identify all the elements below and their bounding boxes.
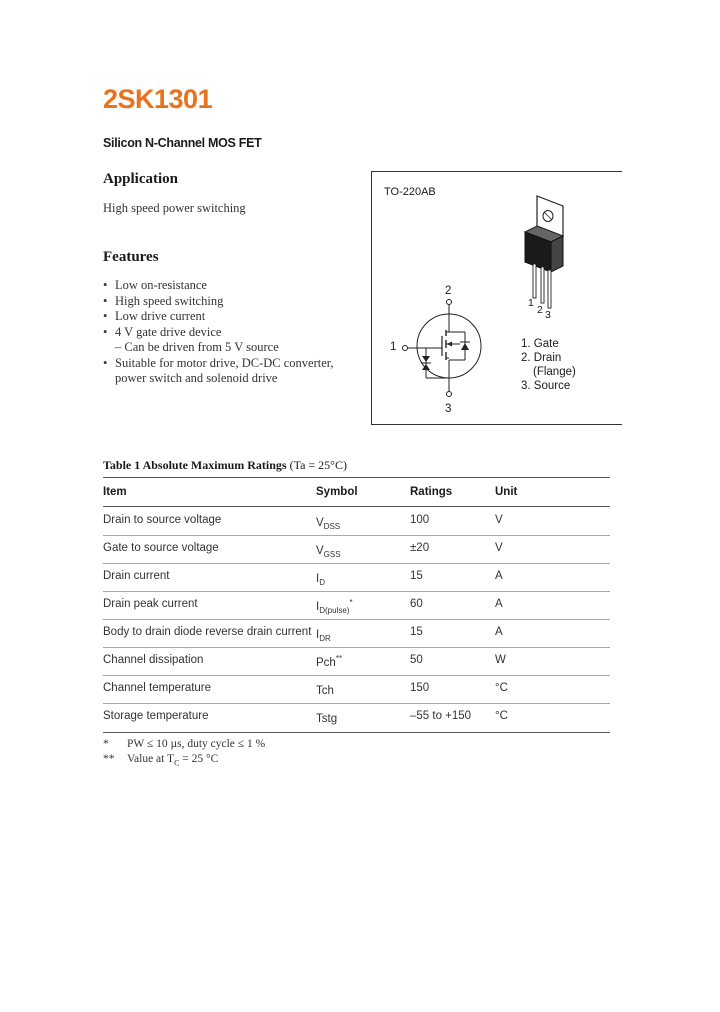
table-row-divider: [103, 563, 610, 564]
schematic-source-pin-number: 3: [445, 403, 452, 415]
mosfet-schematic-symbol: [398, 296, 488, 406]
application-heading: Application: [103, 171, 179, 187]
table-cell-unit: V: [495, 542, 503, 554]
pin-legend-drain: 2. Drain: [521, 352, 562, 364]
table-cell-symbol: $I_{D(pulse)}^*$: [316, 598, 353, 616]
table-cell-rating: 100: [410, 514, 430, 526]
list-item: • Low on-resistance: [103, 278, 207, 292]
table-title-main: Table 1 Absolute Maximum Ratings: [103, 458, 287, 472]
footnote-text: PW ≤ 10 µs, duty cycle ≤ 1 %: [127, 738, 266, 750]
table-cell-item: Drain peak current: [103, 598, 198, 610]
table-header-symbol: Symbol: [316, 486, 358, 498]
package-pin-3-label: 3: [545, 309, 551, 321]
features-heading: Features: [103, 249, 159, 265]
table-cell-unit: °C: [495, 710, 508, 722]
pin-legend-source: 3. Source: [521, 380, 571, 392]
table-cell-rating: 150: [410, 682, 430, 694]
table-cell-rating: 15: [410, 570, 423, 582]
list-item: • 4 V gate drive device: [103, 324, 222, 339]
table-cell-unit: A: [495, 598, 503, 610]
list-item: • Suitable for motor drive, DC-DC converter,: [103, 355, 334, 370]
table-cell-rating: ±20: [410, 542, 430, 554]
table-header-ratings: Ratings: [410, 486, 453, 498]
features-list: [103, 278, 334, 387]
footnote-mark: *: [103, 738, 109, 750]
table-cell-item: Storage temperature: [103, 710, 209, 722]
table-cell-unit: V: [495, 514, 503, 526]
package-label: TO-220AB: [384, 186, 436, 198]
table-cell-symbol: $I_D$: [316, 572, 325, 588]
table-cell-item: Gate to source voltage: [103, 542, 219, 554]
pin-legend-flange: (Flange): [533, 366, 576, 378]
table-row-divider: [103, 675, 610, 676]
application-text: High speed power switching: [103, 201, 246, 215]
table-cell-item: Drain to source voltage: [103, 514, 222, 526]
table-cell-symbol: Tch: [316, 684, 334, 697]
pin-legend-gate: 1. Gate: [521, 338, 559, 350]
table-cell-symbol: Tstg: [316, 712, 338, 725]
schematic-gate-pin-number: 1: [390, 341, 397, 353]
table-cell-unit: °C: [495, 682, 508, 694]
table-cell-rating: 15: [410, 626, 423, 638]
table-row-divider: [103, 703, 610, 704]
footnote-text: Value at $T_C = 25$ °C: [127, 753, 219, 768]
table-row-divider: [103, 591, 610, 592]
table-cell-item: Channel temperature: [103, 682, 212, 694]
table-cell-symbol: $V_{DSS}$: [316, 516, 341, 532]
list-item-continuation: power switch and solenoid drive: [115, 371, 278, 385]
package-pin-2-label: 2: [537, 304, 543, 316]
table-row-divider: [103, 619, 610, 620]
table-row-divider: [103, 535, 610, 536]
table-cell-item: Body to drain diode reverse drain current: [103, 626, 312, 638]
table-title-condition: (Ta = 25°C): [289, 458, 347, 472]
table-top-rule: [103, 477, 610, 478]
table-cell-unit: A: [495, 626, 503, 638]
table-cell-item: Drain current: [103, 570, 170, 582]
table-header-unit: Unit: [495, 486, 518, 498]
table-header-item: Item: [103, 486, 127, 498]
list-item: • High speed switching: [103, 293, 224, 308]
table-cell-item: Channel dissipation: [103, 654, 204, 666]
table-cell-symbol: $I_{DR}$: [316, 628, 331, 644]
list-item-sub: – Can be driven from 5 V source: [115, 340, 279, 354]
table-title: [103, 458, 347, 473]
table-header-rule: [103, 506, 610, 507]
table-cell-rating: 60: [410, 598, 423, 610]
table-cell-rating: –55 to +150: [410, 710, 472, 722]
footnote-mark: **: [103, 753, 115, 765]
list-item: • Low drive current: [103, 309, 206, 323]
table-cell-unit: W: [495, 654, 506, 666]
table-row-divider: [103, 647, 610, 648]
table-cell-symbol: Pch**: [316, 654, 343, 669]
table-cell-unit: A: [495, 570, 503, 582]
schematic-drain-pin-number: 2: [445, 285, 452, 297]
to220-package-drawing: [515, 192, 585, 322]
package-pin-1-label: 1: [528, 297, 534, 309]
table-cell-symbol: $V_{GSS}$: [316, 544, 341, 560]
table-cell-rating: 50: [410, 654, 423, 666]
part-number-title: 2SK1301: [103, 84, 213, 114]
device-subtitle: Silicon N-Channel MOS FET: [103, 136, 262, 150]
table-bottom-rule: [103, 732, 610, 733]
